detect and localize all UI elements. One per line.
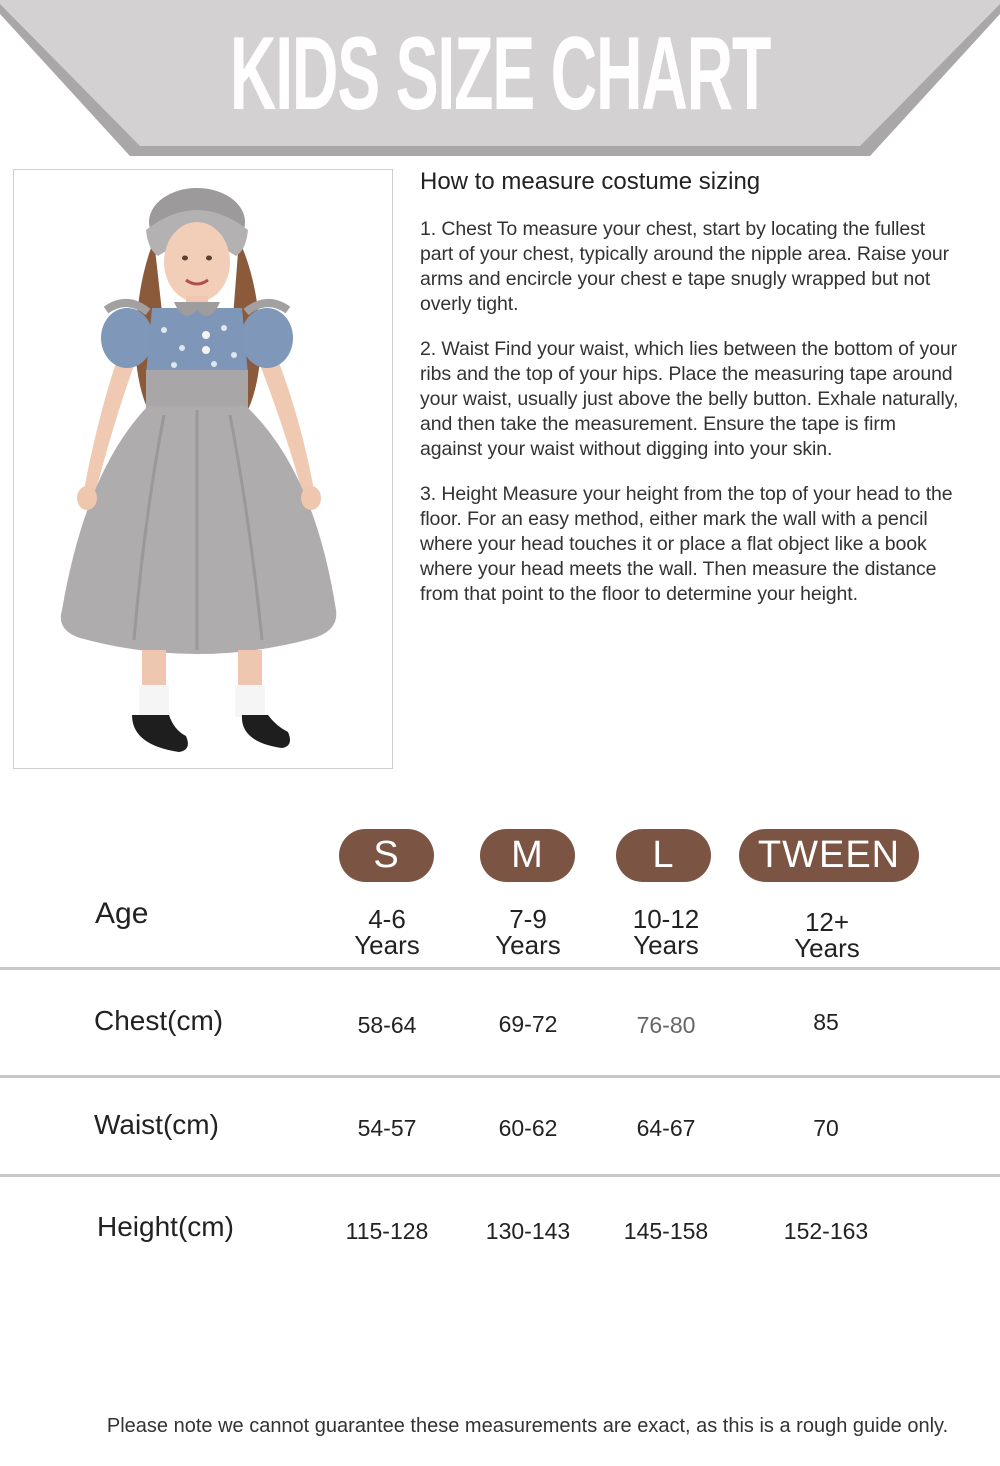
waist-tween: 70 [813,1115,839,1141]
height-m: 130-143 [485,1218,571,1244]
waist-l: 64-67 [636,1115,696,1141]
age-tween-range: 12+ [804,907,850,937]
size-badge-s: S [339,829,434,882]
age-l-unit: Years [633,930,699,960]
chest-instruction: 1. Chest To measure your chest, start by locating the fullest part of your chest, typically around the nipple area. Raise your arms and encircle your chest e tape snugly wrapped but not overly tight. [420,218,950,315]
age-tween-unit: Years [794,933,860,963]
disclaimer-note: Please note we cannot guarantee these measurements are exact, as this is a rough guide only. [106,1415,949,1437]
chest-tween: 85 [813,1009,839,1035]
age-s [317,906,457,958]
measurement-instructions [420,166,960,627]
chest-label: Chest(cm) [94,1005,224,1036]
size-badge-m: M [480,829,575,882]
row-divider-waist [0,1174,1000,1177]
height-label: Height(cm) [97,1211,234,1242]
waist-m: 60-62 [498,1115,558,1141]
height-l: 145-158 [623,1218,709,1244]
size-badge-l: L [616,829,711,882]
age-l [596,906,736,958]
age-label: Age [95,897,149,930]
age-l-range: 10-12 [632,904,700,934]
age-tween [757,909,897,961]
page-title: KIDS SIZE CHART [229,16,771,132]
height-s: 115-128 [345,1218,429,1244]
age-m [458,906,598,958]
height-tween: 152-163 [783,1218,869,1244]
product-photo [13,169,393,769]
age-m-unit: Years [495,930,561,960]
instructions-heading: How to measure costume sizing [420,168,761,195]
waist-s: 54-57 [357,1115,417,1141]
row-divider-age [0,967,1000,970]
chest-l: 76-80 [636,1012,696,1038]
waist-instruction: 2. Waist Find your waist, which lies between the bottom of your ribs and the top of your hips. Place the measuring tape around your waist, usually just above the belly button. Exhale naturally, and then take the measurement. Ensure the tape is firm against your waist without digging into your skin. [420,338,959,460]
age-m-range: 7-9 [509,904,547,934]
age-s-range: 4-6 [368,904,406,934]
header-banner [0,0,1000,160]
chest-s: 58-64 [357,1012,417,1038]
size-badge-tween: TWEEN [739,829,919,882]
chest-m: 69-72 [498,1011,558,1037]
height-instruction: 3. Height Measure your height from the top of your head to the floor. For an easy method, either mark the wall with a pencil where your head touches it or place a flat object like a book where your head meets the wall. Then measure the distance from that point to the floor to determine your height. [420,483,953,605]
girl-in-dress-illustration [14,170,393,769]
row-divider-chest [0,1075,1000,1078]
age-s-unit: Years [354,930,420,960]
waist-label: Waist(cm) [94,1109,219,1140]
